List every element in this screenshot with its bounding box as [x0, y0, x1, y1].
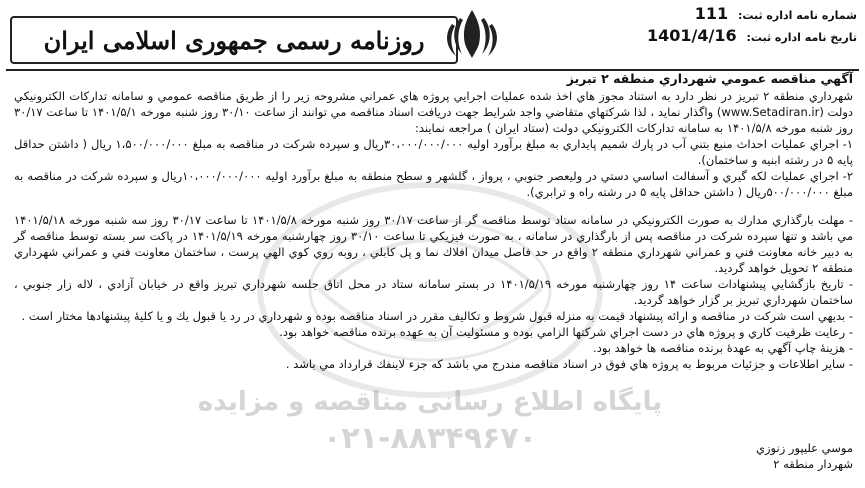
condition-item-3: - بديهي است شركت در مناقصه و ارائه پيشنهاد قيمت به منزله قبول شروط و تكاليف مقرر در اسناد مناقصه بوده و شهرداري در رد يا قبول يك و يا كليهٔ پيشنهادها مختار است . — [21, 309, 853, 323]
condition-item-4: - رعايت ظرفيت كاري و پروژه هاي در دست اجراي شركتها الزامي بوده و مسئوليت آن به عهده برنده مناقصه خواهد بود. — [279, 325, 853, 339]
project-item-2: ۲- اجراي عمليات لكه گيري و آسفالت اساسي دستي در وليعصر جنوبي ، پرواز ، گلشهر و سطح منطقه به مبلغ برآورد اوليه ۱۰،۰۰۰/۰۰۰/۰۰۰ريال و سپرده شركت در مناقصه به مبلغ ۵۰۰/۰۰۰/۰۰۰ريال ( داشتن حداقل پايه ۵ در رشته راه و ترابري). — [14, 169, 853, 199]
signatory-name: موسي عليپور زنوزي — [756, 441, 853, 455]
notice-body — [14, 70, 853, 372]
registration-date-label: تاریخ نامه اداره ثبت: — [746, 31, 857, 44]
condition-item-5: - هزينهٔ چاپ آگهي به عهدهٔ برنده مناقصه ها خواهد بود. — [593, 341, 853, 355]
watermark-phone: ۰۲۱-۸۸۳۴۹۶۷۰ — [323, 421, 537, 456]
condition-item-2: - تاريخ بازگشايي پيشنهادات ساعت ۱۴ روز چهارشنبه مورخه ۱۴۰۱/۵/۱۹ در بستر سامانه ستاد در محل اتاق جلسه شهرداري تبريز واقع در خيابان آزادي ، لاله زار جنوبي ، ساختمان شهرداري تبريز بر گزار خواهد گرديد. — [14, 277, 854, 307]
registration-number: 111 — [694, 4, 729, 23]
condition-item-1: - مهلت بارگذاري مدارك به صورت الكترونيكي در سامانه ستاد توسط مناقصه گر از ساعت ۳۰/۱۷ روز شنبه مورخه ۱۴۰۱/۵/۸ تا ساعت ۳۰/۱۷ روز سه شنبه مورخه ۱۴۰۱/۵/۱۸ مي باشد و تنها سپرده شركت در مناقصه پس از بارگذاري در سامانه ، به صورت فيزيكي تا ساعت ۳۰/۱۰ روز چهارشنبه مورخه ۱۴۰۱/۵/۱۹ در پاكت سر بسته توسط مناقصه گر به دبير خانه معاونت فني و عمراني شهرداري منطقه ۲ واقع در حد فاصل ميدان افلاك نما و پل كابلي ، روبه روي كوي الهي پرست ، ساختمان معاونت فني و عمراني شهرداري منطقه ۲ تحويل خواهد گرديد. — [14, 213, 854, 275]
newspaper-title: روزنامه رسمی جمهوری اسلامی ایران — [43, 25, 425, 55]
notice-intro: شهرداري منطقه ۲ تبریز در نظر دارد به استناد مجوز هاي اخذ شده عمليات اجرايي پروژه هاي عمراني مشروحه زير را از طريق مناقصه عمومي و سامانه تداركات الكترونيكي دولت (www.Setadiran.ir) واگذار نمايد ، لذا شركتهاي متقاضي واجد شرايط جهت دريافت اسناد مناقصه مي توانند از ساعت ۳۰/۱۰ روز شنبه مورخه ۱۴۰۱/۵/۱ تا ساعت ۳۰/۱۷ روز شنبه مورخه ۱۴۰۱/۵/۸ به سامانه تداركات الكترونيكي دولت (ستاد ايران ) مراجعه نمايند: — [14, 89, 854, 135]
newspaper-title-box — [10, 16, 458, 64]
watermark-site-name: پایگاه اطلاع رسانی مناقصه و مزایده — [197, 387, 663, 417]
registration-date: 1401/4/16 — [646, 26, 737, 45]
signatory-title: شهردار منطقه ۲ — [773, 457, 853, 471]
registration-date-row — [647, 26, 857, 45]
signature-block — [756, 440, 853, 472]
condition-item-6: - ساير اطلاعات و جزئيات مربوط به پروژه هاي فوق در اسناد مناقصه مندرج مي باشد كه جزء لاينفك قرارداد مي باشد . — [285, 357, 853, 371]
project-item-1: ۱- اجراي عمليات احداث منبع بتني آب در پارك شميم پايداري به مبلغ برآورد اوليه ۳۰،۰۰۰/۰۰۰/۰۰۰ريال و سپرده شركت در مناقصه به مبلغ ۱،۵۰۰/۰۰۰/۰۰۰ ريال ( داشتن حداقل پايه ۵ در رشته ابنيه و ساختمان). — [14, 137, 854, 167]
registration-number-row — [695, 4, 857, 23]
registration-number-label: شماره نامه اداره ثبت: — [737, 9, 857, 22]
notice-title: آگهي مناقصه عمومي شهرداري منطقه ۲ تبریز — [566, 71, 853, 86]
